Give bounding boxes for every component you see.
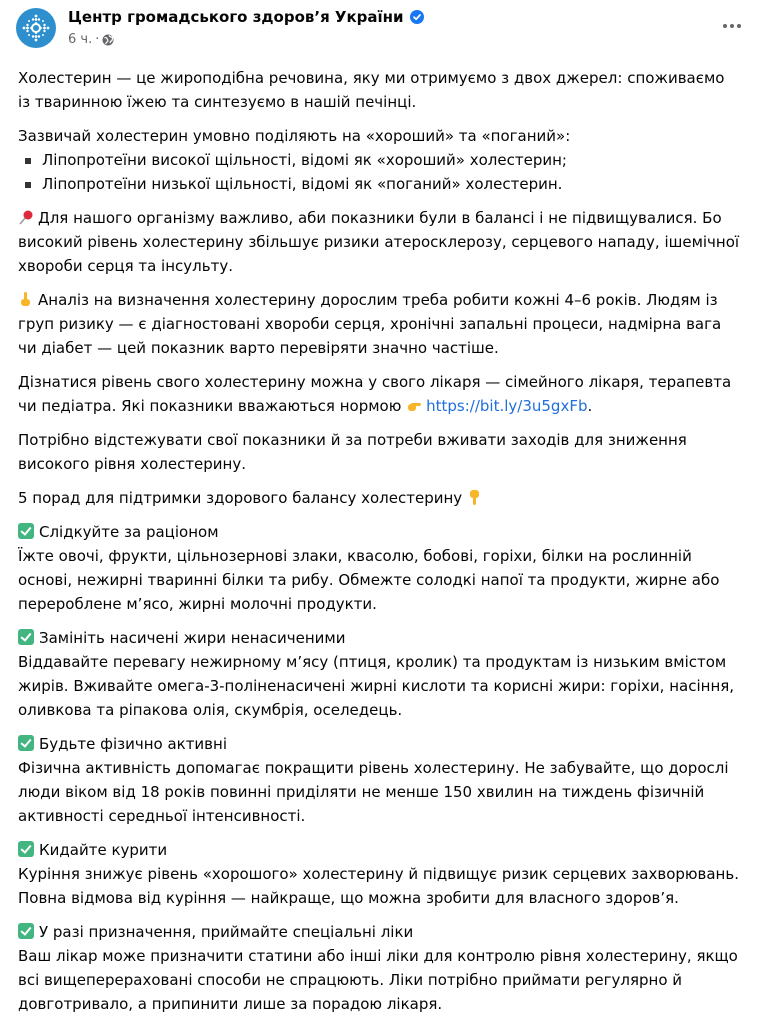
intro-paragraph: Холестерин — це жироподібна речовина, яку ми отримуємо з двох джерел: споживаємо із тваринною їжею та синтезуємо в нашій печінці. [18,69,725,111]
pointing-right-icon [406,397,422,413]
meta-separator: · [95,32,100,47]
tip-text: Куріння знижує рівень «хорошого» холестерину й підвищує ризик серцевих захворювань. Повна відмова від куріння — найкраще, що можна зробити для власного здоров’я. [18,865,739,907]
post-body [0,60,762,1016]
post-meta [68,32,114,47]
tip-title: У разі призначення, приймайте спеціальні ліки [39,923,414,941]
tip-item [18,838,740,910]
more-dot [723,24,727,28]
doctor-end: . [587,397,593,415]
name-row [68,8,424,26]
list-item: Ліпопротеїни високої щільності, відомі як «хороший» холестерин; [18,148,740,172]
tip-text: Віддавайте перевагу нежирному м’ясу (птиця, кролик) та продуктам із низьким вмістом жирів. Вживайте омега-3-поліненасичені жирні кислоти та корисні жири: горіхи, насіння, оливкова та ріпакова олія, скумбрія, оселедець. [18,653,735,719]
balance-paragraph [18,206,740,278]
tip-title: Замініть насичені жири ненасиченими [39,629,346,647]
tip-item [18,520,740,616]
check-mark-icon [18,841,34,857]
doctor-text: Дізнатися рівень свого холестерину можна у свого лікаря — сімейного лікаря, терапевта чи педіатра. Які показники вважаються нормою [18,373,732,415]
list-item: Ліпопротеїни низької щільності, відомі як «поганий» холестерин. [18,172,740,196]
index-finger-up-icon [18,291,34,307]
tip-title-row [18,732,740,756]
tip-item [18,732,740,828]
post-timestamp[interactable]: 6 ч. [68,32,93,47]
pointing-down-icon [467,489,483,505]
tip-title-row [18,520,740,544]
track-paragraph: Потрібно відстежувати свої показники й за потреби вживати заходів для зниження високого рівня холестерину. [18,431,687,473]
tip-item [18,626,740,722]
page-name-link[interactable]: Центр громадського здоров’я України [68,8,404,26]
pushpin-icon [18,209,34,225]
post-header [0,0,762,60]
tip-title: Кидайте курити [39,841,168,859]
tip-title-row [18,838,740,862]
tips-intro: 5 порад для підтримки здорового балансу холестерину [18,489,463,507]
types-block [18,124,740,196]
tip-text: Ваш лікар може призначити статини або інші ліки для контролю рівня холестерину, якщо всі вищеперераховані способи не спрацюють. Ліки потрібно приймати регулярно й довготривало, а припинити лише за порадою лікаря. [18,947,738,1013]
page-avatar[interactable] [16,8,56,48]
more-dot [737,24,741,28]
analysis-paragraph [18,288,740,360]
verified-badge-icon [410,10,424,24]
types-list [18,148,740,196]
more-options-button[interactable] [718,16,746,36]
more-dot [730,24,734,28]
globe-icon[interactable] [102,34,114,46]
check-mark-icon [18,629,34,645]
norm-link[interactable]: https://bit.ly/3u5gxFb [426,397,588,415]
doctor-paragraph [18,370,740,418]
tip-title-row [18,920,740,944]
check-mark-icon [18,735,34,751]
tip-title: Будьте фізично активні [39,735,227,753]
tip-text: Їжте овочі, фрукти, цільнозернові злаки, квасолю, бобові, горіхи, білки на рослинній основі, нежирні тваринні білки та рибу. Обмежте солодкі напої та продукти, жирне або перероблене м’ясо, жирні молочні продукти. [18,547,720,613]
tip-title: Слідкуйте за раціоном [39,523,219,541]
check-mark-icon [18,523,34,539]
tip-text: Фізична активність допомагає покращити рівень холестерину. Не забувайте, що дорослі люди віком від 18 років повинні приділяти не менше 150 хвилин на тиждень фізичній активності середньої інтенсивності. [18,759,729,825]
analysis-text: Аналіз на визначення холестерину дорослим треба робити кожні 4–6 років. Людям із груп ризику — є діагностовані хвороби серця, хронічні запальні процеси, надмірна вага чи діабет — цей показник варто перевіряти значно частіше. [18,291,722,357]
tip-title-row [18,626,740,650]
tip-item [18,920,740,1016]
types-intro: Зазвичай холестерин умовно поділяють на «хороший» та «поганий»: [18,127,571,145]
balance-text: Для нашого організму важливо, аби показники були в балансі і не підвищувалися. Бо високий рівень холестерину збільшує ризики атеросклерозу, серцевого нападу, ішемічної хвороби серця та інсульту. [18,209,740,275]
tips-intro-paragraph [18,486,740,510]
logo-icon [16,8,56,48]
